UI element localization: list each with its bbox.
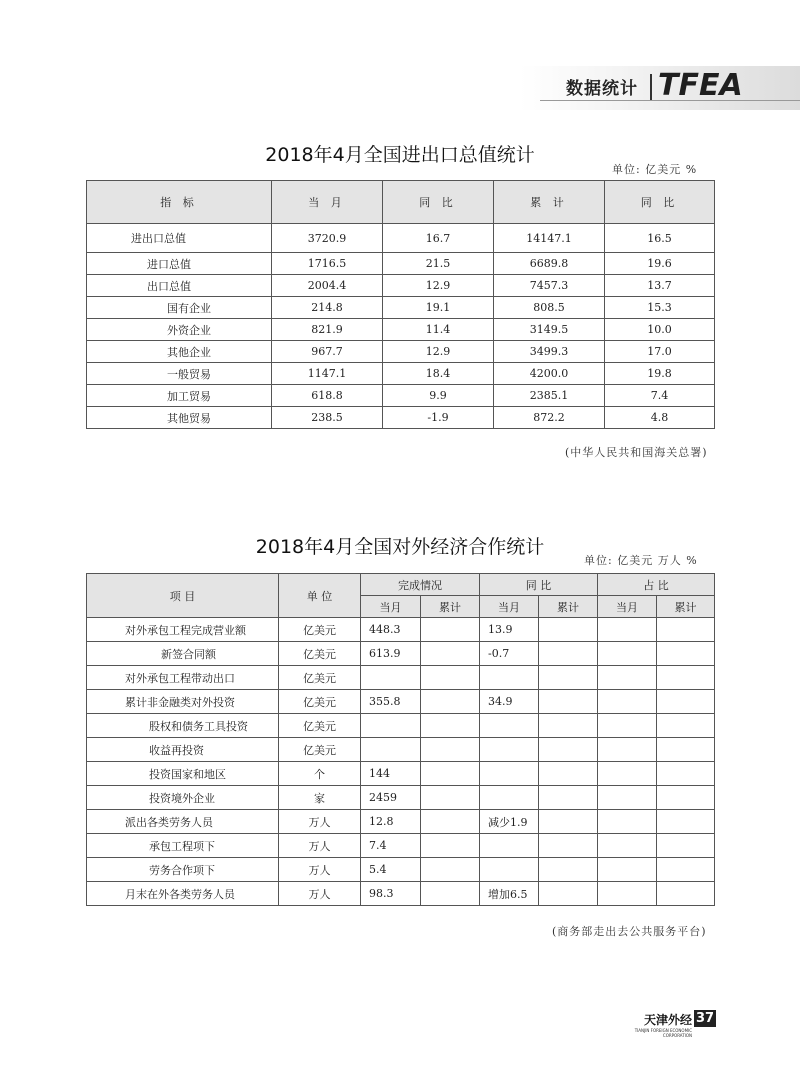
cell — [480, 666, 539, 690]
cell: 4200.0 — [494, 363, 605, 385]
row-label: 进出口总值 — [87, 224, 272, 253]
cell — [421, 666, 480, 690]
subheader-month: 当月 — [361, 596, 421, 618]
row-unit: 亿美元 — [279, 690, 361, 714]
cell — [421, 762, 480, 786]
cell: 355.8 — [361, 690, 421, 714]
cell — [657, 618, 715, 642]
subheader-month: 当月 — [598, 596, 657, 618]
row-label: 派出各类劳务人员 — [87, 810, 279, 834]
section-label: 数据统计 — [566, 79, 638, 99]
cell: 3149.5 — [494, 319, 605, 341]
cell: 613.9 — [361, 642, 421, 666]
row-label: 新签合同额 — [87, 642, 279, 666]
cell: 7.4 — [361, 834, 421, 858]
cell — [539, 858, 598, 882]
table-header-row — [87, 574, 715, 596]
cell — [539, 810, 598, 834]
row-unit: 亿美元 — [279, 714, 361, 738]
table-row — [87, 738, 715, 762]
header-yoy-cumulative: 同 比 — [605, 181, 715, 224]
table-row — [87, 618, 715, 642]
cell: 19.6 — [605, 253, 715, 275]
cell — [361, 738, 421, 762]
table1-source: (中华人民共和国海关总署) — [565, 446, 708, 459]
cell: 12.9 — [383, 275, 494, 297]
cell: 3720.9 — [272, 224, 383, 253]
cell: 448.3 — [361, 618, 421, 642]
cell — [480, 762, 539, 786]
row-label: 投资境外企业 — [87, 786, 279, 810]
row-unit: 万人 — [279, 810, 361, 834]
header-brand — [520, 66, 800, 110]
cell — [480, 834, 539, 858]
cell — [421, 786, 480, 810]
cell — [598, 690, 657, 714]
cell: 618.8 — [272, 385, 383, 407]
cell: 9.9 — [383, 385, 494, 407]
cell: 2459 — [361, 786, 421, 810]
cell — [480, 786, 539, 810]
cell: 13.7 — [605, 275, 715, 297]
cell — [598, 834, 657, 858]
cell: 5.4 — [361, 858, 421, 882]
row-unit: 亿美元 — [279, 642, 361, 666]
cell: 6689.8 — [494, 253, 605, 275]
cell — [539, 690, 598, 714]
cell — [361, 714, 421, 738]
cell — [480, 738, 539, 762]
table-row — [87, 642, 715, 666]
table-row — [87, 810, 715, 834]
row-label: 承包工程项下 — [87, 834, 279, 858]
header-cumulative: 累 计 — [494, 181, 605, 224]
cell: 16.7 — [383, 224, 494, 253]
row-unit: 亿美元 — [279, 666, 361, 690]
header-unit: 单 位 — [279, 574, 361, 618]
cell — [539, 738, 598, 762]
cell: 98.3 — [361, 882, 421, 906]
cell — [598, 786, 657, 810]
cell — [598, 858, 657, 882]
cell: 4.8 — [605, 407, 715, 429]
cell: 14147.1 — [494, 224, 605, 253]
cell — [598, 810, 657, 834]
cell: 7.4 — [605, 385, 715, 407]
cell: 808.5 — [494, 297, 605, 319]
table2-unit: 单位: 亿美元 万人 % — [584, 554, 698, 567]
row-label: 投资国家和地区 — [87, 762, 279, 786]
cell — [480, 858, 539, 882]
table-header-row — [87, 181, 715, 224]
table-row — [87, 690, 715, 714]
row-label: 国有企业 — [87, 297, 272, 319]
publication-name-en: TIANJIN FOREIGN ECONOMIC CORPORATION — [634, 1028, 692, 1038]
row-label: 对外承包工程带动出口 — [87, 666, 279, 690]
row-unit: 家 — [279, 786, 361, 810]
cell — [421, 618, 480, 642]
economic-cooperation-table — [86, 573, 715, 906]
header-current-month: 当 月 — [272, 181, 383, 224]
row-label: 其他企业 — [87, 341, 272, 363]
cell — [421, 858, 480, 882]
row-label: 其他贸易 — [87, 407, 272, 429]
row-unit: 个 — [279, 762, 361, 786]
cell: 7457.3 — [494, 275, 605, 297]
cell — [657, 738, 715, 762]
cell — [539, 762, 598, 786]
table-row — [87, 714, 715, 738]
cell: 11.4 — [383, 319, 494, 341]
cell: 2385.1 — [494, 385, 605, 407]
header-completion: 完成情况 — [361, 574, 480, 596]
cell: 13.9 — [480, 618, 539, 642]
table-row — [87, 385, 715, 407]
table2-title: 2018年4月全国对外经济合作统计 — [255, 536, 545, 558]
table-row — [87, 762, 715, 786]
cell — [598, 882, 657, 906]
subheader-cumulative: 累计 — [421, 596, 480, 618]
cell — [657, 642, 715, 666]
cell: 2004.4 — [272, 275, 383, 297]
cell — [421, 810, 480, 834]
table-row — [87, 341, 715, 363]
table-row — [87, 319, 715, 341]
cell — [421, 642, 480, 666]
table2-source: (商务部走出去公共服务平台) — [552, 925, 707, 938]
cell — [421, 738, 480, 762]
row-unit: 亿美元 — [279, 618, 361, 642]
header-share: 占 比 — [598, 574, 715, 596]
table-row — [87, 834, 715, 858]
row-label: 加工贸易 — [87, 385, 272, 407]
cell: 16.5 — [605, 224, 715, 253]
cell — [539, 882, 598, 906]
cell: -1.9 — [383, 407, 494, 429]
header-yoy: 同 比 — [383, 181, 494, 224]
cell — [657, 666, 715, 690]
cell — [421, 834, 480, 858]
cell: 1147.1 — [272, 363, 383, 385]
cell — [539, 618, 598, 642]
cell: 12.8 — [361, 810, 421, 834]
table-row — [87, 882, 715, 906]
cell — [657, 786, 715, 810]
table-row — [87, 666, 715, 690]
cell: 1716.5 — [272, 253, 383, 275]
table-row — [87, 275, 715, 297]
cell — [598, 762, 657, 786]
row-label: 外资企业 — [87, 319, 272, 341]
tfea-logo: TFEA — [658, 68, 743, 103]
cell: 21.5 — [383, 253, 494, 275]
row-label: 劳务合作项下 — [87, 858, 279, 882]
table1-title: 2018年4月全国进出口总值统计 — [265, 144, 535, 166]
table1-unit: 单位: 亿美元 % — [612, 163, 698, 176]
table-row — [87, 858, 715, 882]
row-label: 进口总值 — [87, 253, 272, 275]
cell — [657, 858, 715, 882]
cell — [539, 666, 598, 690]
cell: 872.2 — [494, 407, 605, 429]
cell: 238.5 — [272, 407, 383, 429]
row-label: 收益再投资 — [87, 738, 279, 762]
row-unit: 万人 — [279, 882, 361, 906]
header-item: 项 目 — [87, 574, 279, 618]
import-export-table — [86, 180, 715, 429]
header-yoy: 同 比 — [480, 574, 598, 596]
cell — [657, 810, 715, 834]
cell — [539, 714, 598, 738]
footer-publication — [622, 1011, 692, 1038]
row-label: 累计非金融类对外投资 — [87, 690, 279, 714]
cell: 34.9 — [480, 690, 539, 714]
cell: 12.9 — [383, 341, 494, 363]
cell — [421, 882, 480, 906]
cell: 17.0 — [605, 341, 715, 363]
cell — [657, 882, 715, 906]
row-unit: 亿美元 — [279, 738, 361, 762]
cell — [657, 714, 715, 738]
cell — [657, 762, 715, 786]
cell — [657, 690, 715, 714]
cell: 967.7 — [272, 341, 383, 363]
cell — [539, 642, 598, 666]
table-row — [87, 224, 715, 253]
cell — [539, 834, 598, 858]
row-unit: 万人 — [279, 834, 361, 858]
cell: 减少1.9 — [480, 810, 539, 834]
cell — [539, 786, 598, 810]
cell: 10.0 — [605, 319, 715, 341]
table-row — [87, 297, 715, 319]
cell — [598, 618, 657, 642]
cell — [598, 642, 657, 666]
cell — [421, 714, 480, 738]
cell: 增加6.5 — [480, 882, 539, 906]
cell: 144 — [361, 762, 421, 786]
cell — [598, 666, 657, 690]
cell — [657, 834, 715, 858]
subheader-cumulative: 累计 — [539, 596, 598, 618]
publication-name: 天津外经 — [643, 1013, 692, 1027]
cell — [361, 666, 421, 690]
brand-separator — [650, 74, 652, 100]
cell: 214.8 — [272, 297, 383, 319]
row-unit: 万人 — [279, 858, 361, 882]
table-row — [87, 786, 715, 810]
cell: 15.3 — [605, 297, 715, 319]
cell — [598, 714, 657, 738]
row-label: 月末在外各类劳务人员 — [87, 882, 279, 906]
subheader-cumulative: 累计 — [657, 596, 715, 618]
table-row — [87, 253, 715, 275]
row-label: 出口总值 — [87, 275, 272, 297]
cell: 19.1 — [383, 297, 494, 319]
row-label: 对外承包工程完成营业额 — [87, 618, 279, 642]
row-label: 股权和债务工具投资 — [87, 714, 279, 738]
header-indicator: 指 标 — [87, 181, 272, 224]
page-number: 37 — [695, 1011, 715, 1026]
subheader-month: 当月 — [480, 596, 539, 618]
cell: 821.9 — [272, 319, 383, 341]
cell — [598, 738, 657, 762]
cell — [421, 690, 480, 714]
cell: -0.7 — [480, 642, 539, 666]
table-row — [87, 363, 715, 385]
cell: 19.8 — [605, 363, 715, 385]
table-row — [87, 407, 715, 429]
cell — [480, 714, 539, 738]
cell: 3499.3 — [494, 341, 605, 363]
row-label: 一般贸易 — [87, 363, 272, 385]
cell: 18.4 — [383, 363, 494, 385]
